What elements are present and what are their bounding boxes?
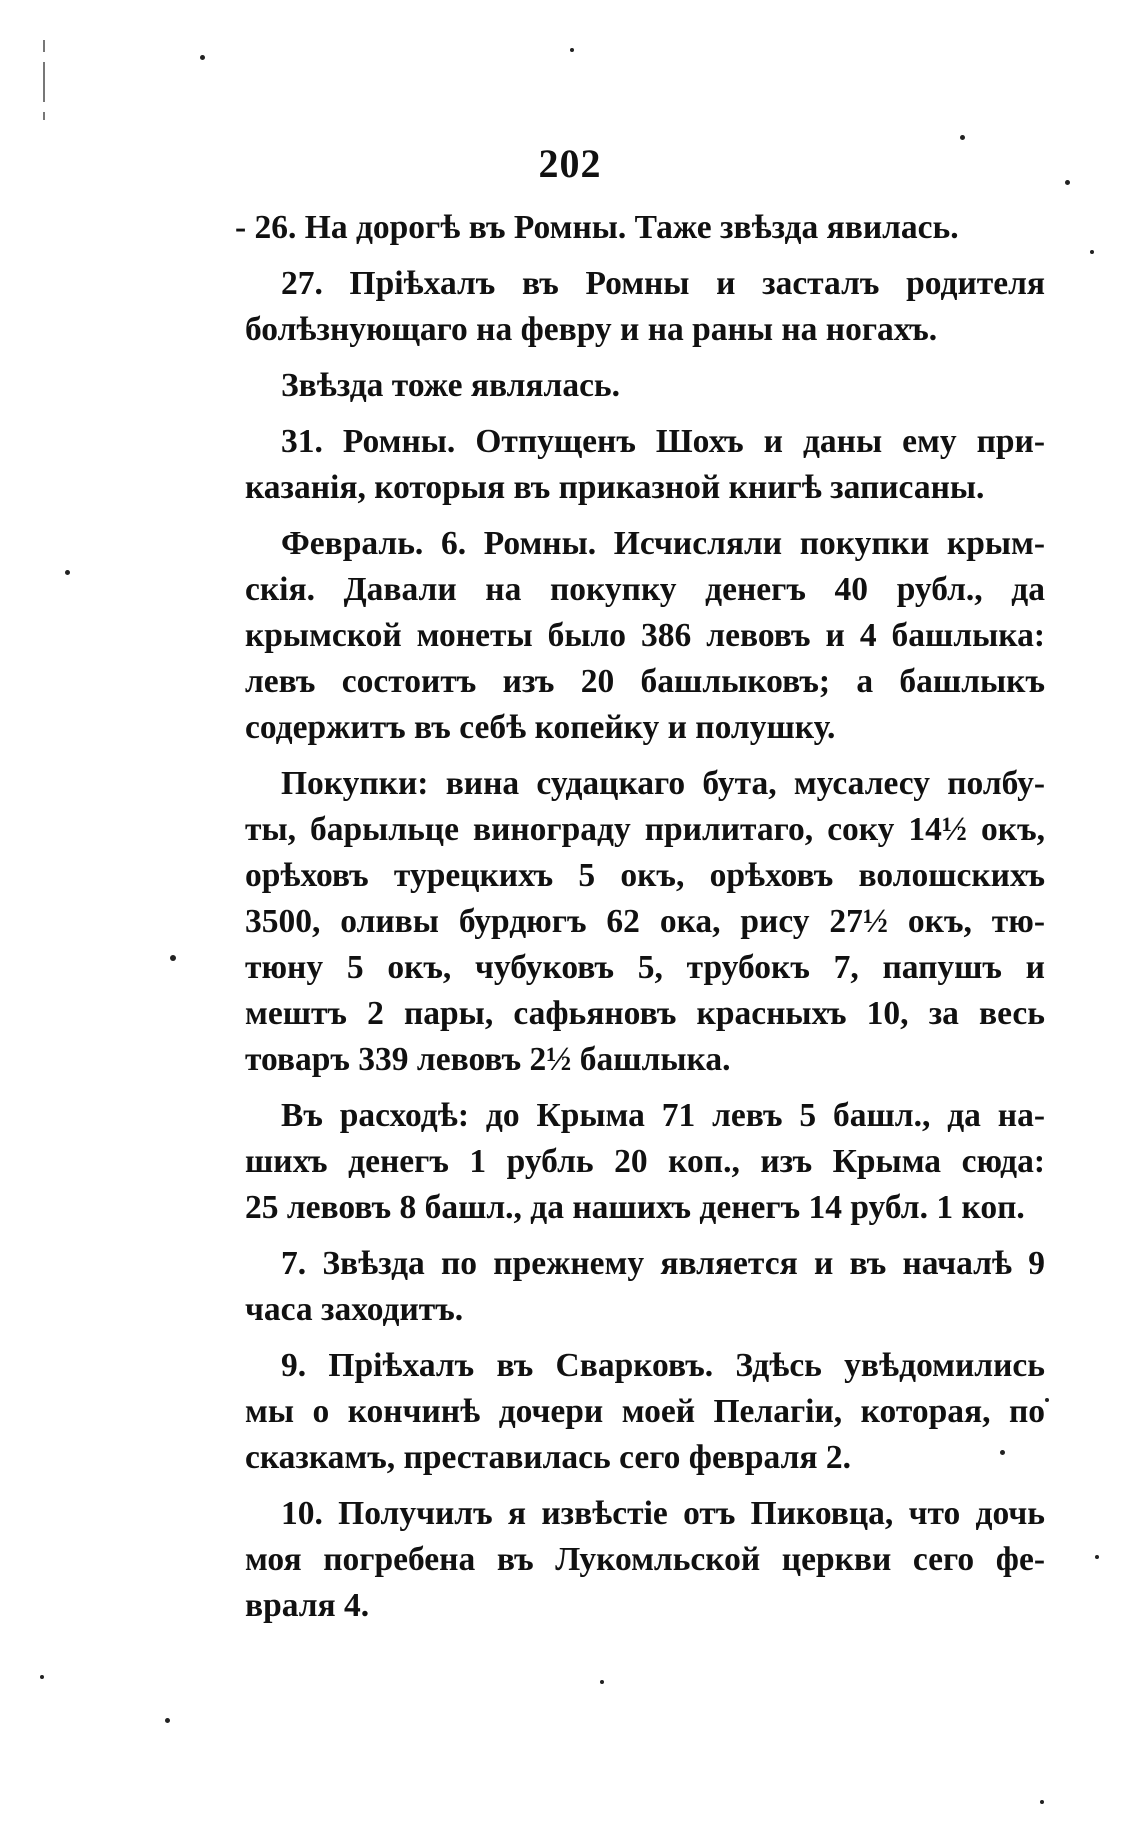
diary-entry-february-6 xyxy=(245,521,1045,751)
text-line: тюну 5 окъ, чубуковъ 5, трубокъ 7, папушъ и xyxy=(245,949,1045,986)
text-line: сказкамъ, преставилась сего февраля 2. xyxy=(245,1439,851,1476)
diary-purchases xyxy=(245,761,1045,1083)
text-line: часа заходитъ. xyxy=(245,1291,464,1328)
print-speck xyxy=(570,48,574,52)
text-line: казанiя, которыя въ приказной книгѣ записаны. xyxy=(245,469,985,506)
print-speck xyxy=(170,955,176,961)
print-speck xyxy=(600,1680,604,1684)
text-line: мештъ 2 пары, сафьяновъ красныхъ 10, за весь xyxy=(245,995,1045,1032)
text-line: товаръ 339 левовъ 2½ башлыка. xyxy=(245,1041,731,1078)
text-line: Въ расходѣ: до Крыма 71 левъ 5 башл., да на- xyxy=(281,1097,1045,1134)
text-line: 31. Ромны. Отпущенъ Шохъ и даны ему при- xyxy=(281,423,1045,460)
diary-entry-26 xyxy=(235,205,1045,251)
diary-expenses xyxy=(245,1093,1045,1231)
text-line: болѣзнующаго на февру и на раны на ногахъ. xyxy=(245,311,938,348)
text-line: 10. Получилъ я извѣстiе отъ Пиковца, что дочь xyxy=(281,1495,1045,1532)
print-speck xyxy=(1095,1555,1099,1559)
binding-mark xyxy=(43,40,45,52)
binding-mark xyxy=(43,112,45,120)
text-line: враля 4. xyxy=(245,1587,370,1624)
text-line: моя погребена въ Лукомльской церкви сего фе- xyxy=(245,1541,1045,1578)
text-line: Покупки: вина судацкаго бута, мусалесу полбу- xyxy=(281,765,1045,802)
diary-entry-7 xyxy=(245,1241,1045,1333)
text-line: шихъ денегъ 1 рубль 20 коп., изъ Крыма сюда: xyxy=(245,1143,1045,1180)
text-line: мы о кончинѣ дочери моей Пелагiи, которая, по xyxy=(245,1393,1045,1430)
print-speck xyxy=(1040,1800,1044,1804)
print-speck xyxy=(1045,1398,1049,1402)
diary-entry-10 xyxy=(245,1491,1045,1629)
text-line: 27. Прiѣхалъ въ Ромны и засталъ родителя xyxy=(281,265,1045,302)
print-speck xyxy=(40,1675,44,1679)
text-line: левъ состоитъ изъ 20 башлыковъ; а башлыкъ xyxy=(245,663,1045,700)
diary-entry-31 xyxy=(245,419,1045,511)
text-line: 7. Звѣзда по прежнему является и въ началѣ 9 xyxy=(281,1245,1045,1282)
diary-entry-9 xyxy=(245,1343,1045,1481)
text-line: скiя. Давали на покупку денегъ 40 рубл., да xyxy=(245,571,1045,608)
text-line: ты, барыльце винограду прилитаго, соку 14½ окъ, xyxy=(245,811,1045,848)
text-line: 3500, оливы бурдюгъ 62 ока, рису 27½ окъ, тю- xyxy=(245,903,1045,940)
text-line: орѣховъ турецкихъ 5 окъ, орѣховъ волошскихъ xyxy=(245,857,1045,894)
diary-text xyxy=(235,205,1045,1639)
text-line: крымской монеты было 386 левовъ и 4 башлыка: xyxy=(245,617,1045,654)
print-speck xyxy=(1090,250,1094,254)
print-speck xyxy=(65,570,70,575)
print-speck xyxy=(165,1718,170,1723)
print-speck xyxy=(200,55,205,60)
diary-entry-star xyxy=(245,363,1045,409)
text-line: Февраль. 6. Ромны. Исчисляли покупки крым- xyxy=(281,525,1045,562)
text-line: Звѣзда тоже являлась. xyxy=(281,367,621,404)
text-line: 25 левовъ 8 башл., да нашихъ денегъ 14 рубл. 1 коп. xyxy=(245,1189,1025,1226)
text-line: содержитъ въ себѣ копейку и полушку. xyxy=(245,709,836,746)
binding-mark xyxy=(43,62,45,102)
diary-entry-27 xyxy=(245,261,1045,353)
page-number: 202 xyxy=(538,141,602,186)
text-line: 9. Прiѣхалъ въ Сварковъ. Здѣсь увѣдомились xyxy=(281,1347,1045,1384)
text-line: - 26. На дорогѣ въ Ромны. Таже звѣзда явилась. xyxy=(235,209,959,246)
